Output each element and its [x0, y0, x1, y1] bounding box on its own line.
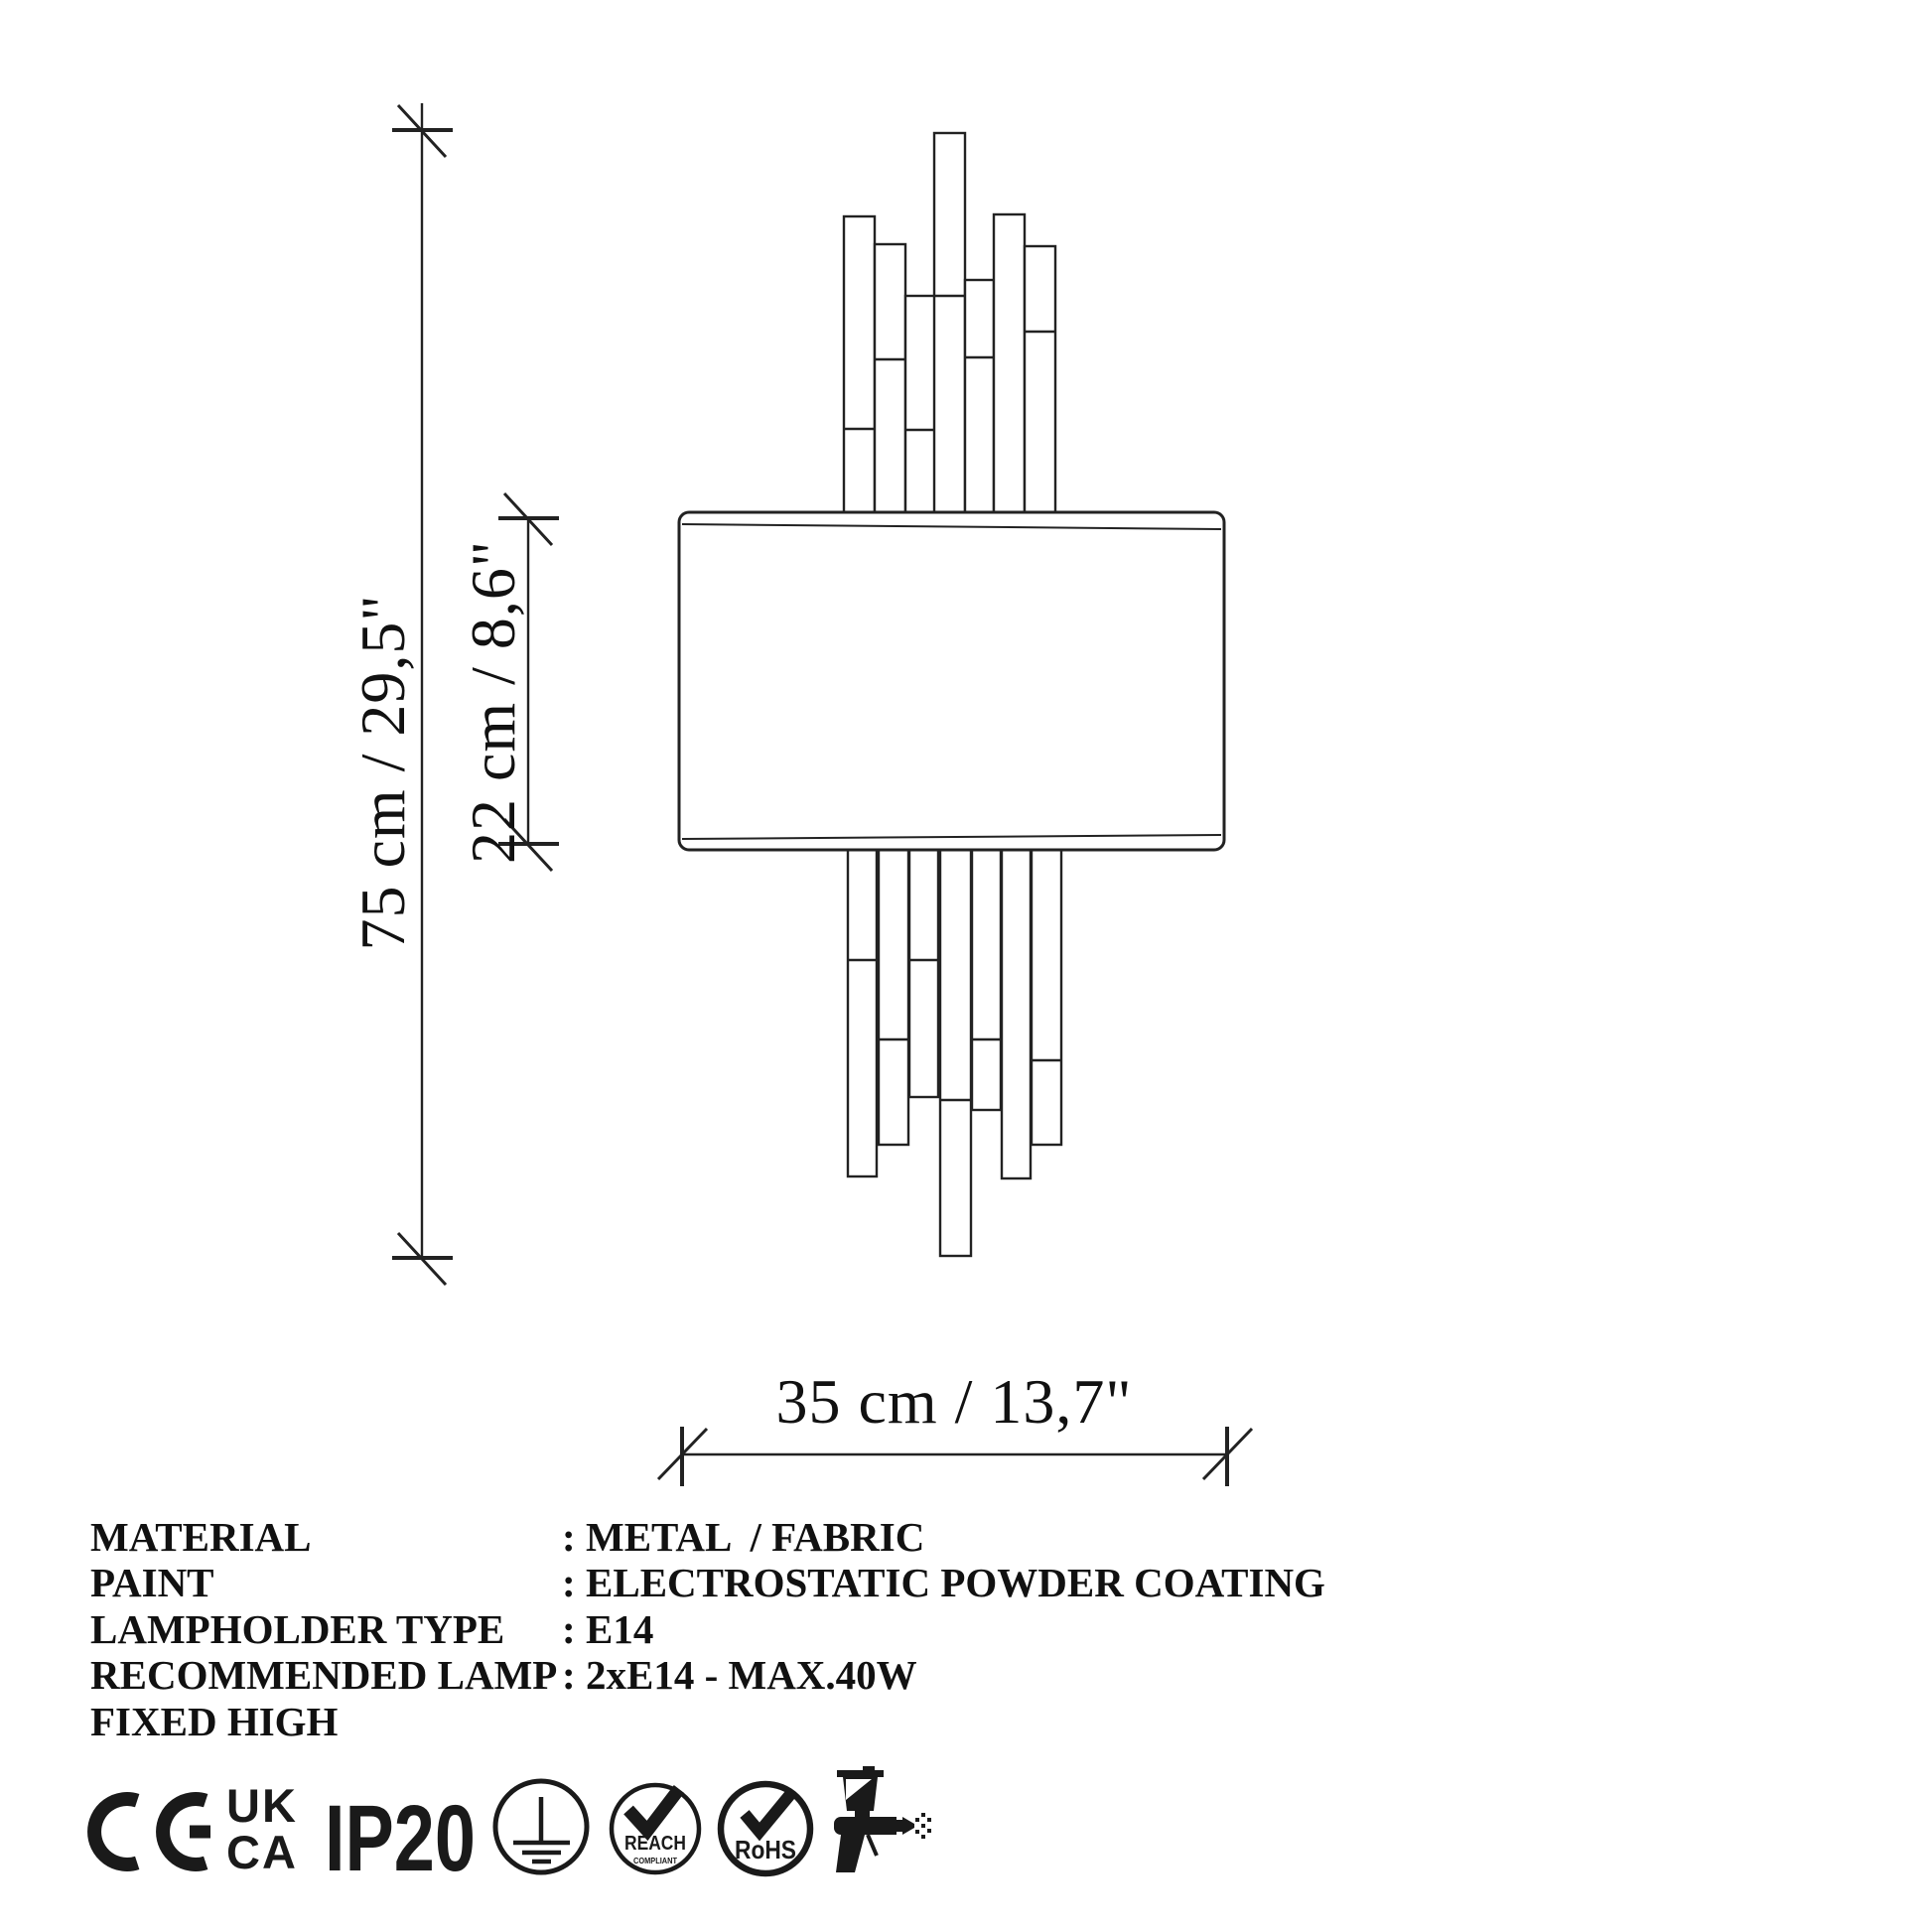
- spec-value: E14: [586, 1606, 654, 1652]
- spec-row-lampholder: [0, 1605, 1932, 1653]
- spec-colon: :: [562, 1514, 576, 1560]
- ukca-line1: UK: [226, 1779, 298, 1832]
- spec-row-paint: [0, 1559, 1932, 1606]
- spec-label: PAINT: [90, 1560, 214, 1605]
- ip20-rating: IP20: [325, 1786, 476, 1891]
- rohs-label: RoHS: [735, 1835, 796, 1864]
- spec-row-material: [0, 1513, 1932, 1561]
- spec-label: LAMPHOLDER TYPE: [90, 1606, 505, 1652]
- spec-row-recommended-lamp: [0, 1651, 1932, 1699]
- spec-value: ELECTROSTATIC POWDER COATING: [586, 1560, 1325, 1605]
- dim-shade-height-label: 22 cm / 8,6": [458, 539, 528, 865]
- spec-value: METAL / FABRIC: [586, 1514, 925, 1560]
- reach-sublabel: COMPLIANT: [633, 1856, 678, 1865]
- dim-height-total-label: 75 cm / 29,5": [347, 594, 418, 951]
- spec-colon: :: [562, 1560, 576, 1605]
- ukca-line2: CA: [226, 1826, 298, 1878]
- spec-colon: :: [562, 1652, 576, 1698]
- spec-label: FIXED HIGH: [90, 1699, 339, 1744]
- spec-label: MATERIAL: [90, 1514, 312, 1560]
- spec-label: RECOMMENDED LAMP: [90, 1652, 558, 1698]
- spec-colon: :: [562, 1606, 576, 1652]
- reach-label: REACH: [624, 1833, 686, 1855]
- spec-row-fixed-high: [0, 1698, 1932, 1745]
- spec-value: 2xE14 - MAX.40W: [586, 1652, 917, 1698]
- dim-width-label: 35 cm / 13,7": [775, 1366, 1133, 1437]
